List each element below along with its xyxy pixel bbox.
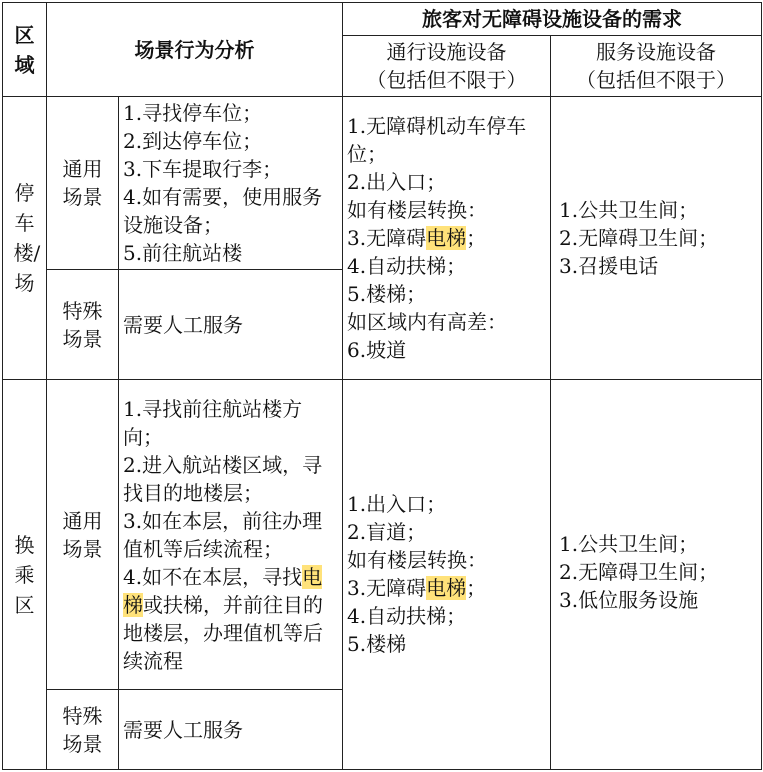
header-service-note: （包括但不限于） xyxy=(576,68,736,92)
list-item: 3.下车提取行李； xyxy=(123,157,283,181)
transfer-general-steps xyxy=(119,380,343,690)
list-item: 4.自动扶梯； xyxy=(347,254,467,278)
list-item: 2.进入航站楼区域，寻找目的地楼层； xyxy=(123,452,323,505)
transfer-special-scene: 特殊场景 xyxy=(47,690,119,770)
parking-general-steps xyxy=(119,97,343,270)
parking-general-scene: 通用场景 xyxy=(47,97,119,270)
highlight: 电梯 xyxy=(123,564,323,617)
requirements-table xyxy=(2,2,762,770)
list-item: 5.楼梯； xyxy=(347,282,427,306)
header-service xyxy=(551,36,762,97)
header-passage xyxy=(343,36,551,97)
list-item: 2.无障碍卫生间； xyxy=(559,560,719,584)
list-item: 6.坡道 xyxy=(347,338,407,362)
list-item: 1.寻找前往航站楼方向； xyxy=(123,396,303,449)
transfer-passage-list xyxy=(343,380,551,770)
text-segment: ； xyxy=(466,576,487,600)
transfer-general-scene: 通用场景 xyxy=(47,380,119,690)
list-item: 5.前往航站楼 xyxy=(123,241,243,265)
text-segment: 3.无障碍 xyxy=(347,226,427,250)
transfer-special-text: 需要人工服务 xyxy=(119,690,343,770)
text-segment: 4.如不在本层，寻找 xyxy=(123,564,303,589)
list-item: 1.寻找停车位； xyxy=(123,101,263,125)
list-item: 如有楼层转换： xyxy=(347,198,487,222)
parking-special-scene: 特殊场景 xyxy=(47,270,119,380)
parking-service-list xyxy=(551,97,762,380)
parking-special-text: 需要人工服务 xyxy=(119,270,343,380)
header-needs: 旅客对无障碍设施设备的需求 xyxy=(343,3,762,36)
header-scene-analysis: 场景行为分析 xyxy=(47,3,343,97)
list-item: 1.无障碍机动车停车位； xyxy=(347,114,527,166)
list-item: 3.如在本层，前往办理值机等后续流程； xyxy=(123,508,323,561)
list-item: 1.公共卫生间； xyxy=(559,198,699,222)
text-segment: 3.无障碍 xyxy=(347,576,427,600)
highlight: 电梯 xyxy=(426,226,467,250)
parking-area-cell: 停车楼/场 xyxy=(3,97,47,380)
text-segment: 或扶梯，并前往目的地楼层，办理值机等后续流程 xyxy=(123,592,323,673)
list-item xyxy=(123,563,338,675)
list-item: 5.楼梯 xyxy=(347,632,407,656)
transfer-area-cell: 换乘区 xyxy=(3,380,47,770)
transfer-general-row xyxy=(3,380,762,690)
list-item: 3.召援电话 xyxy=(559,254,659,278)
list-item: 2.无障碍卫生间； xyxy=(559,226,719,250)
header-area: 区域 xyxy=(3,3,47,97)
list-item: 2.出入口； xyxy=(347,170,447,194)
list-item: 4.自动扶梯； xyxy=(347,604,467,628)
header-passage-label: 通行设施设备 xyxy=(386,40,507,64)
transfer-service-list xyxy=(551,380,762,770)
list-item xyxy=(347,574,546,602)
list-item: 1.出入口； xyxy=(347,492,447,516)
list-item: 2.盲道； xyxy=(347,520,427,544)
highlight: 电梯 xyxy=(426,576,467,600)
parking-passage-list xyxy=(343,97,551,380)
parking-general-row xyxy=(3,97,762,270)
header-service-label: 服务设施设备 xyxy=(596,40,716,64)
list-item: 4.如有需要，使用服务设施设备； xyxy=(123,185,323,237)
header-row-1 xyxy=(3,3,762,36)
list-item: 1.公共卫生间； xyxy=(559,532,699,556)
header-passage-note: （包括但不限于） xyxy=(366,68,527,92)
text-segment: ； xyxy=(466,226,487,250)
list-item: 3.低位服务设施 xyxy=(559,588,699,612)
list-item xyxy=(347,224,546,252)
list-item: 如有楼层转换： xyxy=(347,548,487,572)
list-item: 2.到达停车位； xyxy=(123,129,263,153)
list-item: 如区域内有高差： xyxy=(347,310,507,334)
